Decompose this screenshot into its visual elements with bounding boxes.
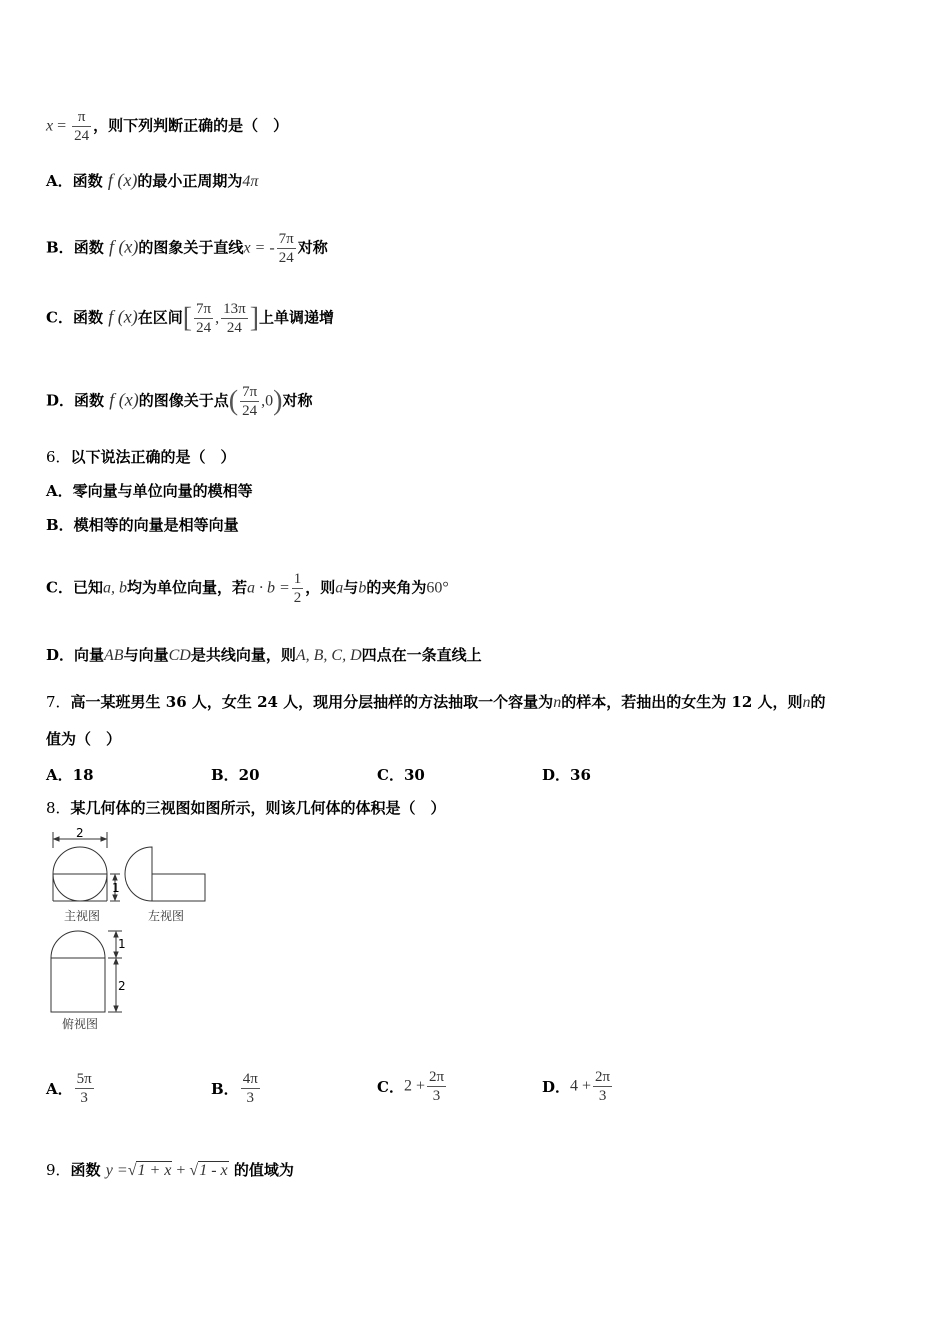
sqrt-sign: √ — [189, 1162, 199, 1179]
frac-den: 2 — [293, 590, 302, 606]
option-label: D． — [46, 391, 75, 410]
front-view — [53, 832, 120, 901]
option-text: 函数 — [72, 172, 103, 190]
vector-b: b — [358, 579, 367, 597]
three-view-figure — [40, 826, 220, 1038]
frac-num: 1 — [293, 571, 302, 587]
option-label: B． — [211, 1080, 239, 1098]
plus-sign: + — [172, 1162, 190, 1179]
vector-a: a — [335, 579, 344, 597]
question-text: 的 — [810, 693, 826, 711]
dim-1-front: 1 — [112, 881, 120, 895]
question-text: 的样本，若抽出的女生为 12 人，则 — [561, 693, 803, 711]
option-label: C． — [46, 578, 73, 597]
option-text: 向量 — [74, 646, 105, 664]
question-number: 9． — [46, 1161, 71, 1179]
frac-num: 7π — [196, 301, 212, 317]
q7-option-c: C．30 — [377, 766, 425, 784]
frac-den: 24 — [74, 128, 90, 144]
question-number: 6． — [46, 448, 71, 466]
option-label: D． — [46, 646, 75, 664]
frac-num: 4π — [242, 1071, 258, 1087]
dim-1-top: 1 — [118, 937, 126, 951]
q6-option-a: A．零向量与单位向量的模相等 — [46, 482, 253, 500]
q5-option-a — [46, 170, 258, 192]
question-text: 高一某班男生 36 人，女生 24 人，现用分层抽样的方法抽取一个容量为 — [70, 693, 554, 711]
fraction — [277, 230, 296, 267]
option-text: 上单调递增 — [259, 308, 335, 327]
frac-den: 3 — [598, 1088, 607, 1104]
right-paren: ) — [273, 385, 283, 417]
fx: f (x) — [108, 306, 138, 327]
q8-option-c — [377, 1068, 448, 1105]
vector-ab: AB — [104, 647, 124, 664]
question-number: 7． — [46, 693, 71, 711]
frac-den: 24 — [196, 320, 212, 336]
option-text: 的最小正周期为 — [137, 172, 243, 190]
fraction — [221, 300, 248, 337]
radicand-2: 1 - x — [199, 1162, 228, 1179]
var-y: y = — [105, 1162, 128, 1179]
fx: f (x) — [108, 236, 139, 257]
q5-option-c: C．函数 f (x)在区间[ $\frac{7\pi}{24}$ , $\frac{13\pi}{24}$ ]上单调递增 — [46, 301, 335, 336]
option-text: 是共线向量，则 — [190, 646, 296, 664]
frac-den: 3 — [432, 1088, 441, 1104]
fraction — [292, 570, 304, 607]
q5-stem-var: x — [46, 117, 54, 135]
q5-stem-eq: = — [53, 117, 71, 135]
const-term: 4 + — [570, 1077, 592, 1095]
radicand-1: 1 + x — [137, 1162, 172, 1179]
frac-num: 5π — [76, 1071, 92, 1087]
q7-stem — [46, 692, 826, 713]
option-label: D． — [542, 1078, 571, 1096]
q7-stem-cont: 值为（ ） — [46, 730, 122, 748]
dot-product: a · b = — [246, 579, 290, 597]
line-eq: x = - — [243, 239, 275, 257]
q5-stem-text: ，则下列判断正确的是（ ） — [93, 116, 289, 135]
q8-stem — [46, 798, 446, 818]
option-label: C． — [377, 1078, 404, 1096]
frac-num: 2π — [595, 1069, 611, 1085]
option-label: B． — [46, 238, 74, 257]
frac-num: 2π — [428, 1069, 445, 1085]
q7-option-b: B．20 — [211, 766, 260, 784]
q6-option-b: B．模相等的向量是相等向量 — [46, 516, 239, 534]
option-text: 四点在一条直线上 — [361, 646, 482, 664]
question-text: 函数 — [70, 1161, 101, 1179]
q5-stem-fraction — [72, 108, 91, 145]
fx: f (x) — [109, 389, 139, 410]
var-n: n — [553, 694, 562, 711]
fraction — [427, 1068, 446, 1105]
q7-option-d: D．36 — [542, 766, 591, 784]
frac-num: 7π — [278, 231, 294, 247]
option-text: 的夹角为 — [366, 578, 427, 597]
option-text: 与向量 — [123, 646, 169, 664]
option-text: 均为单位向量，若 — [126, 578, 247, 597]
question-text: 某几何体的三视图如图所示，则该几何体的体积是（ ） — [70, 799, 446, 817]
frac-den: 3 — [80, 1090, 88, 1106]
option-text: 函数 — [73, 238, 104, 257]
period-value: 4π — [242, 173, 259, 190]
frac-den: 24 — [278, 250, 294, 266]
point-zero: ,0 — [261, 392, 274, 410]
option-label: A． — [46, 172, 73, 190]
frac-num: 13π — [223, 301, 246, 317]
front-view-label: 主视图 — [64, 909, 101, 923]
angle-value: 60° — [426, 579, 449, 597]
q9-stem — [46, 1160, 294, 1181]
frac-den: 24 — [226, 320, 242, 336]
dim-2-side: 2 — [118, 979, 126, 993]
fraction — [240, 383, 259, 420]
option-label: A． — [46, 1080, 73, 1098]
q6-stem — [46, 447, 236, 467]
fraction — [194, 300, 213, 337]
frac-den: 24 — [242, 403, 258, 419]
option-text: 对称 — [282, 391, 313, 410]
option-text: 的图像关于点 — [138, 391, 229, 410]
q7-option-a: A．18 — [46, 766, 94, 784]
q8-option-b — [211, 1070, 262, 1107]
question-text: 的值域为 — [233, 1161, 294, 1179]
q6-option-d — [46, 645, 482, 666]
option-text: 在区间 — [137, 308, 183, 327]
option-label: C． — [46, 308, 73, 327]
left-paren: ( — [228, 385, 239, 417]
option-text: 函数 — [72, 308, 103, 327]
q5-stem — [46, 108, 288, 145]
vector-cd: CD — [168, 647, 191, 664]
left-bracket: [ — [182, 302, 193, 334]
dim-2-top: 2 — [76, 826, 84, 840]
option-text: 的图象关于直线 — [138, 238, 244, 257]
vectors-ab: a, b — [102, 579, 127, 597]
fraction — [593, 1068, 612, 1105]
q8-option-d — [542, 1068, 614, 1105]
option-text: ，则 — [305, 578, 336, 597]
fraction — [75, 1070, 94, 1107]
q5-option-b — [46, 230, 328, 267]
q6-option-c — [46, 570, 449, 607]
question-text: 以下说法正确的是（ ） — [70, 448, 236, 466]
option-text: 与 — [343, 578, 359, 597]
var-n: n — [802, 694, 811, 711]
side-view — [125, 847, 205, 901]
option-text: 函数 — [74, 391, 105, 410]
top-view — [51, 931, 122, 1012]
frac-num: 7π — [242, 384, 258, 400]
frac-num: π — [72, 108, 91, 127]
const-term: 2 + — [403, 1077, 425, 1095]
fraction — [241, 1070, 260, 1107]
frac-den: 3 — [246, 1090, 254, 1106]
question-number: 8． — [46, 799, 71, 817]
option-text: 已知 — [72, 578, 103, 597]
option-text: 对称 — [297, 238, 328, 257]
right-bracket: ] — [249, 302, 260, 334]
q5-option-d — [46, 383, 313, 420]
points-abcd: A, B, C, D — [295, 647, 362, 664]
sqrt-sign: √ — [127, 1162, 137, 1179]
side-view-label: 左视图 — [148, 909, 185, 923]
q8-option-a — [46, 1070, 96, 1107]
top-view-label: 俯视图 — [62, 1017, 99, 1031]
fx: f (x) — [107, 170, 138, 190]
